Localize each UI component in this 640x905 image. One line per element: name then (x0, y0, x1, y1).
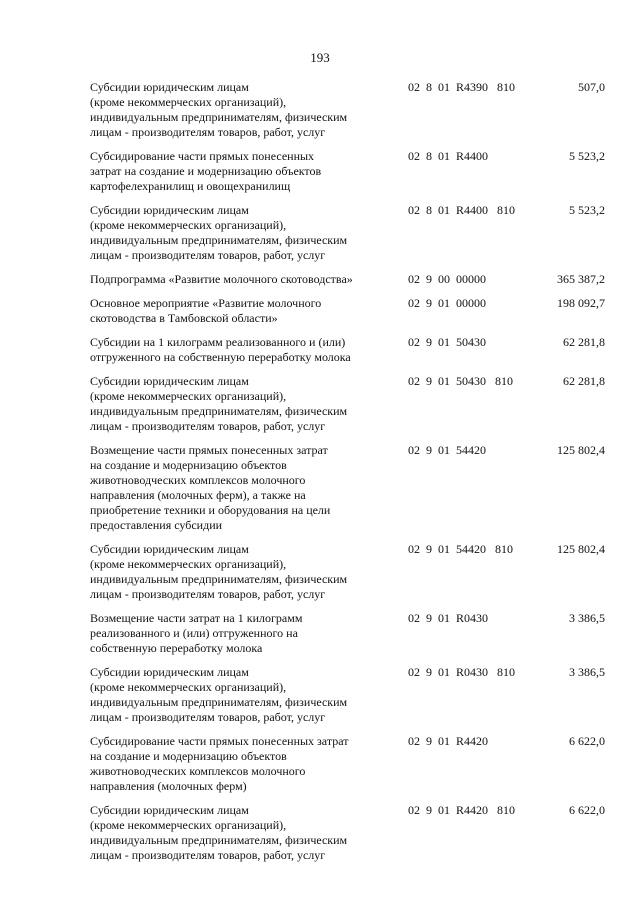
row-budget-code: 02 9 01 00000 (408, 296, 486, 310)
row-amount: 125 802,4 (557, 443, 605, 457)
table-row (90, 80, 605, 140)
table-row (90, 296, 605, 326)
row-description: Субсидирование части прямых понесенных затрат на создание и модернизацию объектов животноводческих комплексов молочного направления (молочных ферм) (90, 734, 349, 793)
table-row (90, 272, 605, 287)
row-amount: 5 523,2 (569, 149, 605, 163)
row-budget-code: 02 9 01 50430 (408, 335, 486, 349)
row-amount: 507,0 (578, 80, 605, 94)
row-amount: 365 387,2 (557, 272, 605, 286)
row-budget-code: 02 9 01 50430 810 (408, 374, 513, 388)
row-amount: 62 281,8 (563, 335, 605, 349)
row-amount: 125 802,4 (557, 542, 605, 556)
row-description: Субсидии юридическим лицам (кроме некоммерческих организаций), индивидуальным предпринимателям, физическим лицам - производителям товаров, работ, услуг (90, 803, 348, 862)
row-budget-code: 02 9 01 R0430 810 (408, 665, 516, 679)
row-description: Возмещение части прямых понесенных затрат на создание и модернизацию объектов животноводческих комплексов молочного направления (молочных ферм), а также на приобретение техники и оборудования на цели предоставления субсидии (90, 443, 331, 532)
table-row (90, 611, 605, 656)
table-row (90, 734, 605, 794)
table-row (90, 443, 605, 533)
budget-table (90, 80, 605, 872)
row-description: Возмещение части затрат на 1 килограмм реализованного и (или) отгруженного на собственную переработку молока (90, 611, 303, 655)
row-amount: 6 622,0 (569, 734, 605, 748)
table-row (90, 803, 605, 863)
row-budget-code: 02 9 01 54420 810 (408, 542, 513, 556)
table-row (90, 542, 605, 602)
row-description: Подпрограмма «Развитие молочного скотоводства» (90, 272, 353, 286)
row-amount: 62 281,8 (563, 374, 605, 388)
page-number: 193 (310, 50, 330, 65)
row-budget-code: 02 8 01 R4400 810 (408, 203, 516, 217)
row-description: Субсидии юридическим лицам (кроме некоммерческих организаций), индивидуальным предпринимателям, физическим лицам - производителям товаров, работ, услуг (90, 665, 348, 724)
row-budget-code: 02 9 01 54420 (408, 443, 486, 457)
row-budget-code: 02 9 01 R0430 (408, 611, 489, 625)
table-row (90, 374, 605, 434)
row-amount: 5 523,2 (569, 203, 605, 217)
row-amount: 3 386,5 (569, 665, 605, 679)
row-description: Субсидии юридическим лицам (кроме некоммерческих организаций), индивидуальным предпринимателям, физическим лицам - производителям товаров, работ, услуг (90, 80, 348, 139)
table-row (90, 335, 605, 365)
row-budget-code: 02 9 01 R4420 810 (408, 803, 516, 817)
row-budget-code: 02 8 01 R4390 810 (408, 80, 516, 94)
row-amount: 3 386,5 (569, 611, 605, 625)
row-description: Субсидии юридическим лицам (кроме некоммерческих организаций), индивидуальным предпринимателям, физическим лицам - производителям товаров, работ, услуг (90, 542, 348, 601)
row-budget-code: 02 9 01 R4420 (408, 734, 489, 748)
row-budget-code: 02 9 00 00000 (408, 272, 486, 286)
row-description: Основное мероприятие «Развитие молочного скотоводства в Тамбовской области» (90, 296, 322, 325)
row-description: Субсидии юридическим лицам (кроме некоммерческих организаций), индивидуальным предпринимателям, физическим лицам - производителям товаров, работ, услуг (90, 203, 348, 262)
row-description: Субсидии юридическим лицам (кроме некоммерческих организаций), индивидуальным предпринимателям, физическим лицам - производителям товаров, работ, услуг (90, 374, 348, 433)
table-row (90, 665, 605, 725)
table-row (90, 203, 605, 263)
row-description: Субсидирование части прямых понесенных затрат на создание и модернизацию объектов картофелехранилищ и овощехранилищ (90, 149, 322, 193)
row-description: Субсидии на 1 килограмм реализованного и (или) отгруженного на собственную переработку молока (90, 335, 351, 364)
row-amount: 6 622,0 (569, 803, 605, 817)
row-budget-code: 02 8 01 R4400 (408, 149, 489, 163)
table-row (90, 149, 605, 194)
row-amount: 198 092,7 (557, 296, 605, 310)
